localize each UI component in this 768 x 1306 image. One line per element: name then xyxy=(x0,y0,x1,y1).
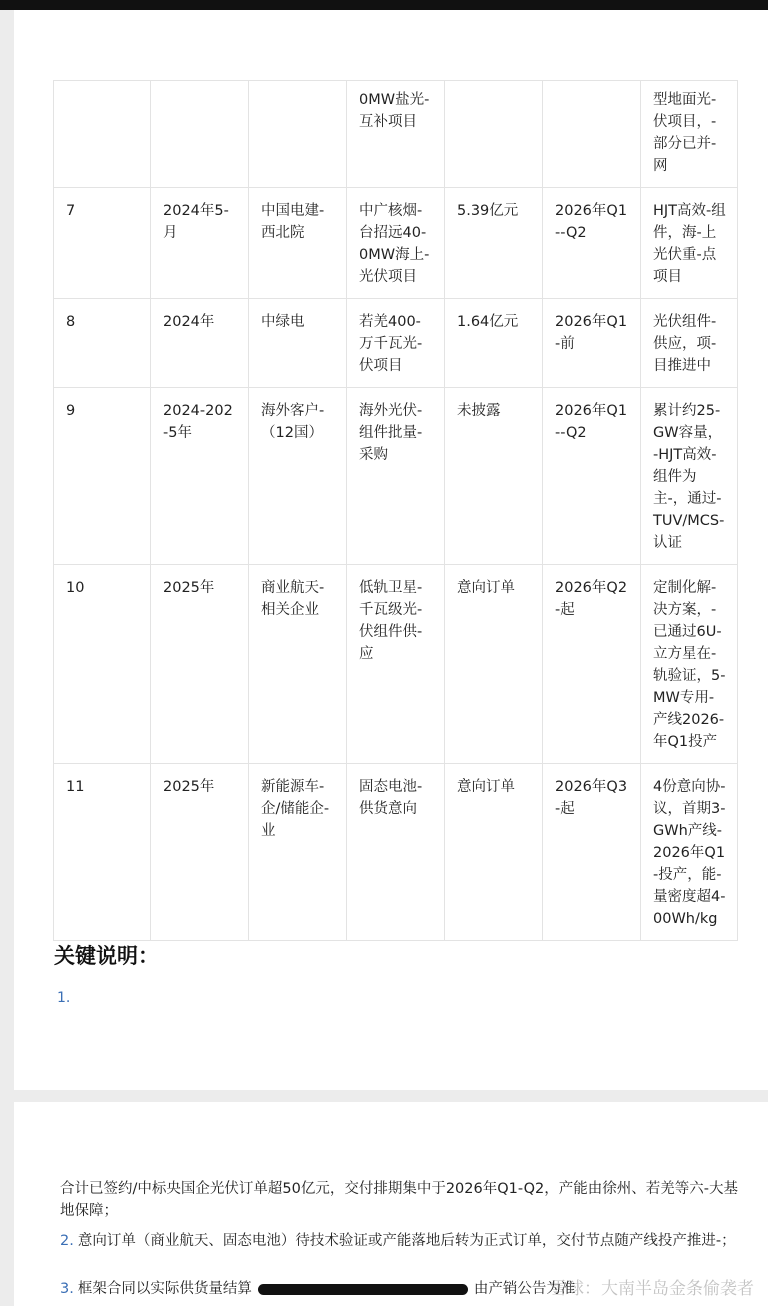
table-cell: 海外光伏-组件批量-采购 xyxy=(347,388,445,565)
table-cell: 2026年Q1--Q2 xyxy=(543,388,641,565)
table-cell xyxy=(151,81,249,188)
table-cell: 10 xyxy=(54,565,151,764)
table-cell xyxy=(249,81,347,188)
note-text-3-end: 由产销公告为准 xyxy=(473,1281,576,1297)
table-cell: HJT高效-组件，海-上光伏重-点项目 xyxy=(641,188,738,299)
table-cell: 0MW盐光-互补项目 xyxy=(347,81,445,188)
table-cell: 中国电建-西北院 xyxy=(249,188,347,299)
top-status-bar xyxy=(0,0,768,10)
table-cell: 意向订单 xyxy=(445,764,543,941)
table-cell: 4份意向协-议，首期3-GWh产线-2026年Q1-投产，能-量密度超4-00Wh/kg xyxy=(641,764,738,941)
table-cell: 光伏组件-供应，项-目推进中 xyxy=(641,299,738,388)
table-cell: 型地面光-伏项目，-部分已并-网 xyxy=(641,81,738,188)
table-cell: 海外客户-（12国） xyxy=(249,388,347,565)
document-page-continued xyxy=(14,1102,768,1306)
table-cell: 2025年 xyxy=(151,565,249,764)
table-cell xyxy=(445,81,543,188)
table-row xyxy=(54,299,738,388)
table-row xyxy=(54,188,738,299)
table-cell: 新能源车-企/储能企-业 xyxy=(249,764,347,941)
table-cell: 若羌400-万千瓦光-伏项目 xyxy=(347,299,445,388)
note-text-2: 意向订单（商业航天、固态电池）待技术验证或产能落地后转为正式订单，交付节点随产线投产推进-； xyxy=(77,1233,736,1249)
watermark: 雪球：大南半岛金条偷袭者 xyxy=(550,1279,754,1299)
table-cell: 2026年Q3-起 xyxy=(543,764,641,941)
table-cell: 2026年Q1--Q2 xyxy=(543,188,641,299)
table-cell: 2024年 xyxy=(151,299,249,388)
table-cell xyxy=(543,81,641,188)
table-cell: 11 xyxy=(54,764,151,941)
table-cell: 2024-202-5年 xyxy=(151,388,249,565)
note-number-2: 2. xyxy=(60,1233,74,1249)
note-number-1: 1. xyxy=(57,990,71,1006)
note-paragraph-2 xyxy=(60,1230,750,1252)
table-cell: 5.39亿元 xyxy=(445,188,543,299)
table-cell: 定制化解-决方案，-已通过6U-立方星在-轨验证，5-MW专用-产线2026-年Q1投产 xyxy=(641,565,738,764)
table-cell: 9 xyxy=(54,388,151,565)
table-cell: 中绿电 xyxy=(249,299,347,388)
table-cell: 中广核烟-台招远40-0MW海上-光伏项目 xyxy=(347,188,445,299)
table-cell: 累计约25-GW容量，-HJT高效-组件为主-，通过-TUV/MCS-认证 xyxy=(641,388,738,565)
table-cell: 2026年Q2-起 xyxy=(543,565,641,764)
note-paragraph-1: 合计已签约/中标央国企光伏订单超50亿元，交付排期集中于2026年Q1-Q2，产能由徐州、若羌等六-大基地保障； xyxy=(60,1181,739,1219)
table-row-partial xyxy=(54,81,738,188)
table-cell: 2026年Q1-前 xyxy=(543,299,641,388)
order-table xyxy=(53,80,738,941)
table-cell: 2024年5-月 xyxy=(151,188,249,299)
table-cell: 8 xyxy=(54,299,151,388)
table-cell: 低轨卫星-千瓦级光-伏组件供-应 xyxy=(347,565,445,764)
note-text-3-start: 框架合同以实际供货量结算 xyxy=(77,1281,252,1297)
table-row xyxy=(54,565,738,764)
table-cell: 固态电池-供货意向 xyxy=(347,764,445,941)
order-table-body xyxy=(54,81,738,941)
table-cell: 2025年 xyxy=(151,764,249,941)
table-cell: 商业航天-相关企业 xyxy=(249,565,347,764)
redaction-mark xyxy=(258,1284,468,1295)
table-row xyxy=(54,764,738,941)
table-row xyxy=(54,388,738,565)
table-cell: 1.64亿元 xyxy=(445,299,543,388)
table-cell: 意向订单 xyxy=(445,565,543,764)
document-page xyxy=(14,10,768,1090)
note-number-3: 3. xyxy=(60,1281,74,1297)
table-cell: 未披露 xyxy=(445,388,543,565)
table-cell: 7 xyxy=(54,188,151,299)
table-cell xyxy=(54,81,151,188)
notes-heading: 关键说明： xyxy=(54,944,159,968)
